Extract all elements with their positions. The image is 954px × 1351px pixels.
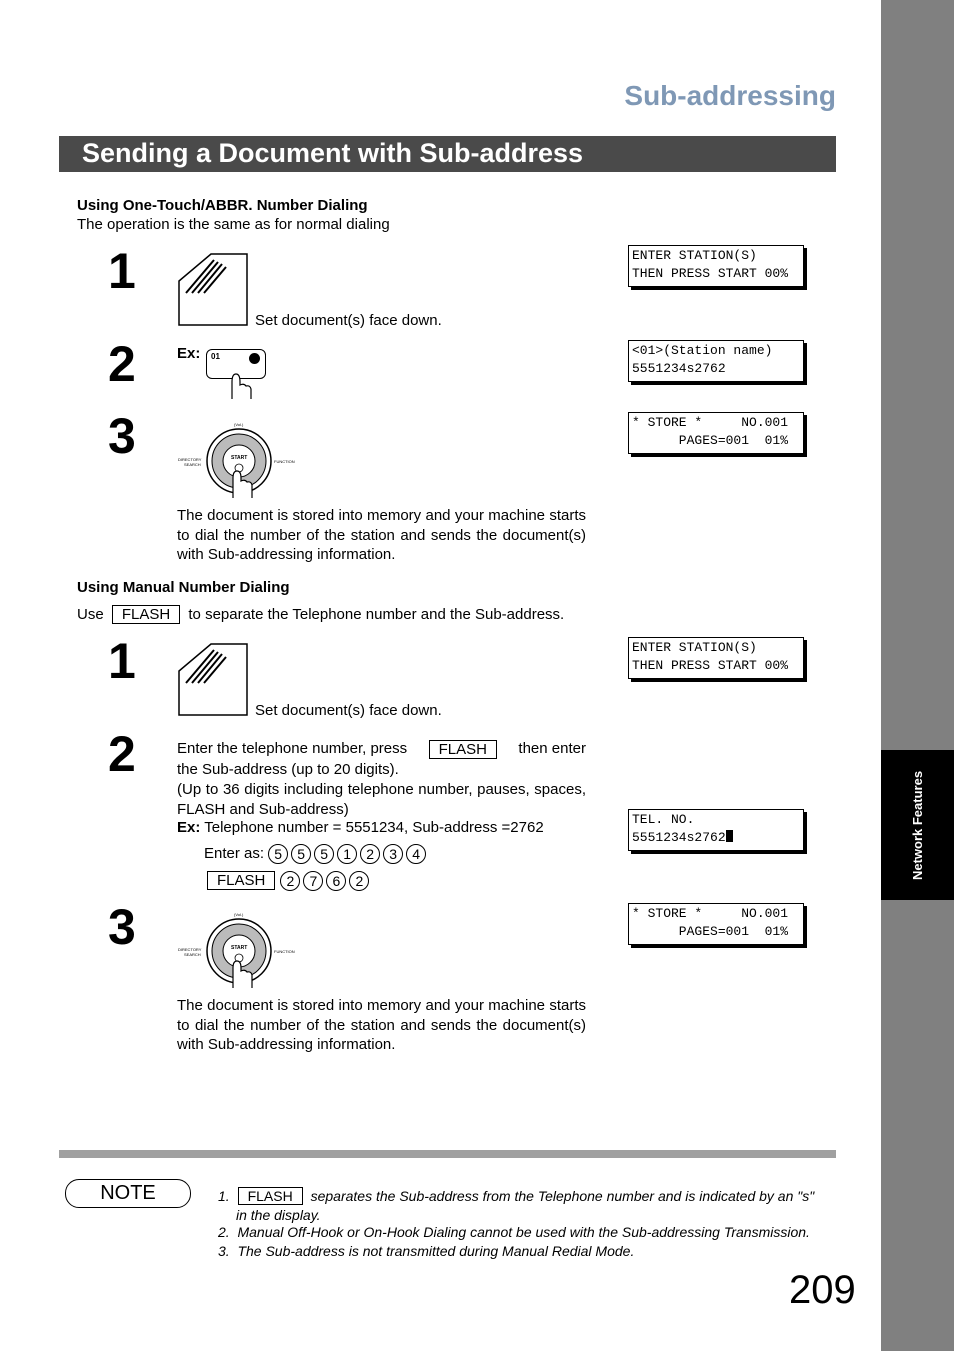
step-number: 1 (108, 243, 136, 299)
function-label: FUNCTION (274, 459, 295, 464)
digit-key[interactable]: 5 (268, 844, 288, 864)
digit-key[interactable]: 2 (280, 871, 300, 891)
directory-label: DIRECTORY (178, 947, 202, 952)
note-item-2: 2. Manual Off-Hook or On-Hook Dialing cannot be used with the Sub-addressing Transmission. (218, 1224, 810, 1240)
flash-key[interactable]: FLASH (207, 871, 275, 890)
section-title-band (59, 136, 836, 172)
step-text-line: Enter the telephone number, press FLASH then enter (177, 740, 586, 758)
part1-heading: Using One-Touch/ABBR. Number Dialing (77, 197, 368, 214)
step-text: The document is stored into memory and your machine starts to dial the number of the station and sends the document(s) with Sub-addressing information. (177, 997, 586, 1053)
step-number: 3 (108, 408, 136, 464)
chapter-title: Sub-addressing (624, 80, 836, 111)
lcd-display: ENTER STATION(S) THEN PRESS START 00% (628, 637, 804, 679)
section-tab-label: Network Features (910, 770, 925, 880)
start-label: START (231, 455, 248, 461)
flash-key[interactable]: FLASH (429, 740, 497, 759)
part2-heading: Using Manual Number Dialing (77, 579, 290, 596)
enter-as-line-2 (207, 871, 372, 891)
start-label: START (231, 945, 248, 951)
step-number: 2 (108, 726, 136, 782)
vol-label: (Vol.) (234, 912, 244, 917)
section-tab (881, 750, 954, 900)
start-dial-pad-icon (176, 908, 300, 990)
step-number: 2 (108, 336, 136, 392)
step-number: 3 (108, 899, 136, 955)
finger-press-icon (224, 370, 254, 400)
digit-key[interactable]: 5 (314, 844, 334, 864)
divider (59, 1150, 836, 1158)
step-text-note: (Up to 36 digits including telephone number, pauses, spaces, FLASH and Sub-address) (177, 781, 586, 818)
document-feeder-icon (178, 643, 250, 717)
flash-key: FLASH (238, 1187, 303, 1205)
note-label: NOTE (65, 1179, 191, 1208)
note-item-3: 3. The Sub-address is not transmitted during Manual Redial Mode. (218, 1243, 635, 1259)
cursor-block (726, 830, 733, 842)
one-touch-key-number: 01 (211, 352, 220, 361)
lcd-display: <01>(Station name) 5551234s2762 (628, 340, 804, 382)
document-feeder-icon (178, 253, 250, 327)
digit-key[interactable]: 2 (360, 844, 380, 864)
search-label: SEARCH (184, 952, 201, 957)
digit-key[interactable]: 5 (291, 844, 311, 864)
lcd-display: ENTER STATION(S) THEN PRESS START 00% (628, 245, 804, 287)
note-item-1: 1. FLASH separates the Sub-address from the Telephone number and is indicated by an "s" (218, 1188, 815, 1204)
example-line: Ex: Telephone number = 5551234, Sub-address =2762 (177, 819, 544, 836)
lcd-display: * STORE * NO.001 PAGES=001 01% (628, 412, 804, 454)
digit-key[interactable]: 7 (303, 871, 323, 891)
start-dial-pad-icon (176, 418, 300, 500)
search-label: SEARCH (184, 462, 201, 467)
note-item-1-cont: in the display. (236, 1207, 321, 1223)
step-text-line: the Sub-address (up to 20 digits). (177, 761, 399, 778)
digit-key[interactable]: 3 (383, 844, 403, 864)
step-text: Set document(s) face down. (255, 312, 442, 329)
digit-key[interactable]: 6 (326, 871, 346, 891)
step-text: Set document(s) face down. (255, 702, 442, 719)
lcd-display: TEL. NO. 5551234s2762 (628, 809, 804, 851)
flash-key[interactable]: FLASH (112, 605, 180, 624)
part2-intro: Use FLASH to separate the Telephone number and the Sub-address. (77, 606, 565, 623)
digit-key[interactable]: 2 (349, 871, 369, 891)
digit-key[interactable]: 4 (406, 844, 426, 864)
page-number: 209 (789, 1268, 856, 1312)
side-bar (881, 0, 954, 1351)
part1-intro: The operation is the same as for normal dialing (77, 216, 390, 233)
section-title: Sending a Document with Sub-address (82, 138, 584, 168)
function-label: FUNCTION (274, 949, 295, 954)
vol-label: (Vol.) (234, 422, 244, 427)
lcd-display: * STORE * NO.001 PAGES=001 01% (628, 903, 804, 945)
digit-key[interactable]: 1 (337, 844, 357, 864)
ex-label: Ex: (177, 345, 201, 362)
enter-as-line: Enter as: 5 5 5 1 2 3 4 (204, 844, 429, 864)
step-text: The document is stored into memory and your machine starts to dial the number of the station and sends the document(s) with Sub-addressing information. (177, 507, 586, 563)
directory-label: DIRECTORY (178, 457, 202, 462)
step-number: 1 (108, 633, 136, 689)
key-dot-icon (249, 353, 260, 364)
